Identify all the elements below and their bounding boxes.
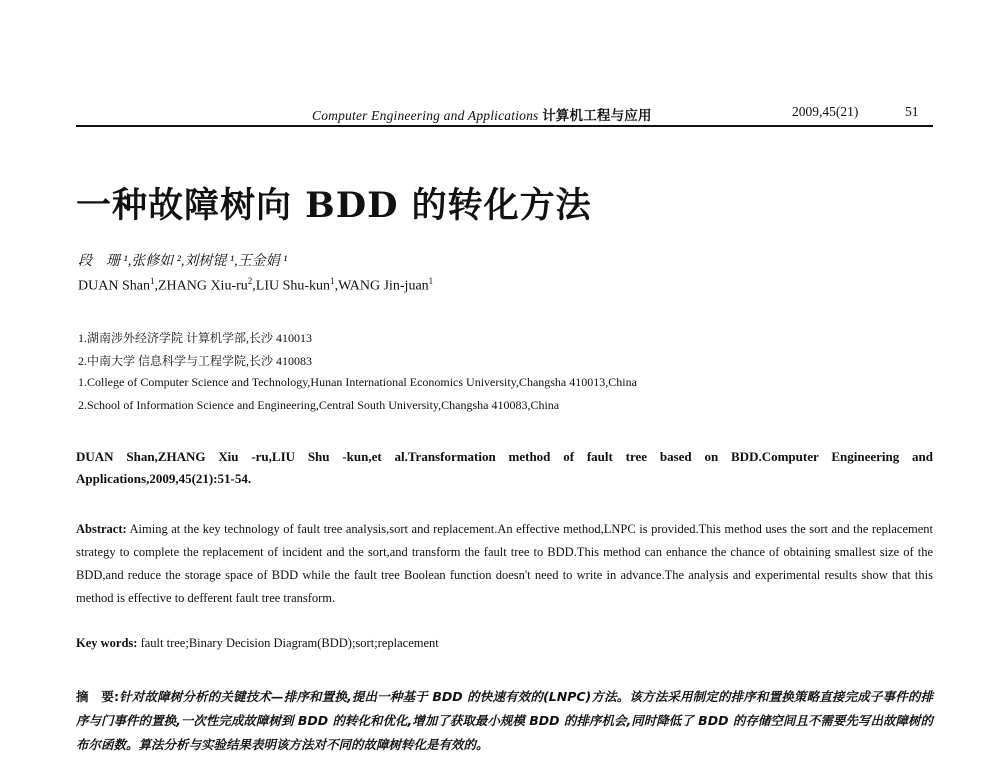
author-2-affiliation: 2 [247,276,253,286]
abstract-cn [76,685,933,757]
abstract-cn-label: 摘 要: [76,689,119,704]
keywords-en [76,636,439,651]
volume-issue: 2009,45(21) [792,104,859,119]
header-rule [76,125,933,127]
affiliation-1-en: 1.College of Computer Science and Technology,Hunan International Economics University,Changsha 410013,China [78,375,637,389]
author-3: ,LIU Shu-kun [252,278,331,294]
abstract-en [76,518,933,610]
journal-name-en: Computer Engineering and Applications [312,108,539,123]
keywords-text: fault tree;Binary Decision Diagram(BDD);sort;replacement [137,636,439,650]
author-3-affiliation: 1 [330,276,335,286]
author-1-affiliation: 1 [149,276,155,286]
author-2: ,ZHANG Xiu-ru [154,278,248,294]
authors-english [78,276,433,295]
page-number: 51 [905,104,919,119]
keywords-label: Key words: [76,636,138,650]
author-4: ,WANG Jin-juan [334,278,429,294]
citation-reference: DUAN Shan,ZHANG Xiu -ru,LIU Shu -kun,et al.Transformation method of fault tree based on BDD.Computer Engineering and Applications,2009,45(21):51-54. [76,449,933,486]
running-header-journal [312,104,652,124]
authors-chinese: 段 珊 ¹,张修如 ²,刘树锟 ¹,王金娟 ¹ [78,254,288,269]
author-4-affiliation: 1 [428,276,434,286]
abstract-label: Abstract: [76,522,127,536]
paper-title: 一种故障树向 BDD 的转化方法 [76,185,592,226]
abstract-cn-text: 针对故障树分析的关键技术—排序和置换,提出一种基于 BDD 的快速有效的(LNPC)方法。该方法采用制定的排序和置换策略直接完成子事件的排序与门事件的置换,一次性完成故障树到 BDD 的转化和优化,增加了获取最小规模 BDD 的排序机会,同时降低了 BDD 的存储空间且不需要先写出故障树的布尔函数。算法分析与实验结果表明该方法对不同的故障树转化是有效的。 [76,689,934,752]
affiliation-2-en: 2.School of Information Science and Engineering,Central South University,Changsha 410083,China [78,398,560,412]
journal-name-cn: 计算机工程与应用 [542,108,652,123]
abstract-text: Aiming at the key technology of fault tree analysis,sort and replacement.An effective method,LNPC is provided.This method uses the sort and the replacement strategy to complete the replacement of incident and the sort,and transform the fault tree to BDD.This method can enhance the chance of obtaining smallest size of the BDD,and reduce the storage space of BDD while the fault tree Boolean function doesn't need to write in advance.The analysis and experimental results show that this method is effective to defferent fault tree transform. [76,522,933,605]
affiliation-2-cn: 2.中南大学 信息科学与工程学院,长沙 410083 [78,354,313,368]
affiliation-1-cn: 1.湖南涉外经济学院 计算机学部,长沙 410013 [78,331,313,345]
author-1: DUAN Shan [78,278,150,294]
